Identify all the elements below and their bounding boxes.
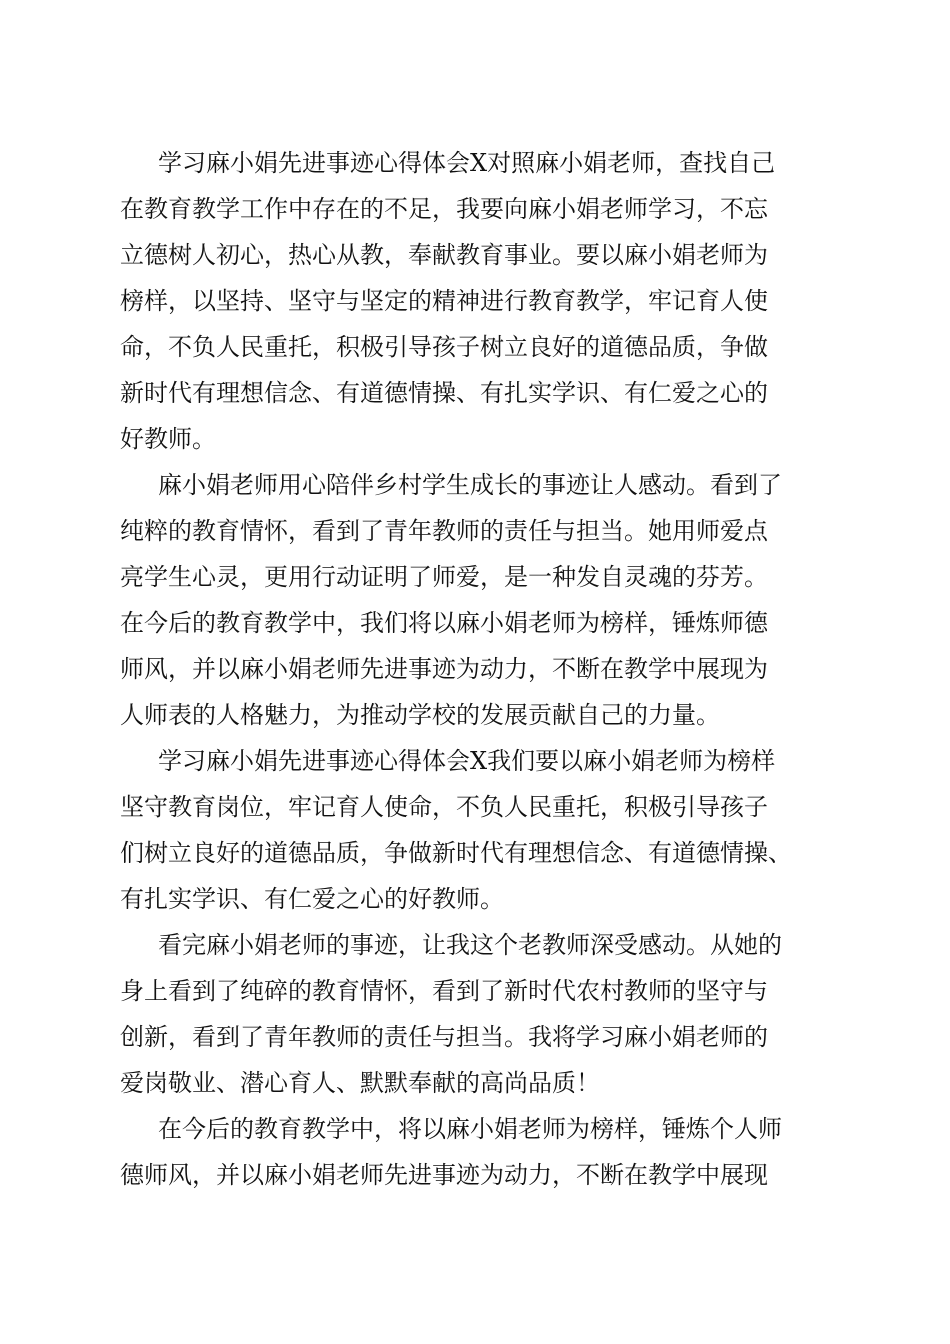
paragraph-2	[120, 462, 840, 738]
text-line: 身上看到了纯碎的教育情怀，看到了新时代农村教师的坚守与	[120, 977, 768, 1005]
text-line: 好教师。	[120, 425, 216, 453]
paragraph-4	[120, 922, 840, 1106]
text-line: 立德树人初心，热心从教，奉献教育事业。要以麻小娟老师为	[120, 241, 768, 269]
text-line: 看完麻小娟老师的事迹，让我这个老教师深受感动。从她的	[158, 931, 782, 959]
paragraph-5	[120, 1106, 840, 1198]
paragraph-1	[120, 140, 840, 462]
text-line: 麻小娟老师用心陪伴乡村学生成长的事迹让人感动。看到了	[158, 471, 782, 499]
text-line: 坚守教育岗位，牢记育人使命，不负人民重托，积极引导孩子	[120, 793, 768, 821]
text-line: 德师风，并以麻小娟老师先进事迹为动力，不断在教学中展现	[120, 1161, 768, 1189]
text-line: 人师表的人格魅力，为推动学校的发展贡献自己的力量。	[120, 701, 720, 729]
text-line: 创新，看到了青年教师的责任与担当。我将学习麻小娟老师的	[120, 1023, 768, 1051]
text-line: 榜样，以坚持、坚守与坚定的精神进行教育教学，牢记育人使	[120, 287, 768, 315]
text-line: 命，不负人民重托，积极引导孩子树立良好的道德品质，争做	[120, 333, 768, 361]
text-line: 有扎实学识、有仁爱之心的好教师。	[120, 885, 504, 913]
text-line: 学习麻小娟先进事迹心得体会X对照麻小娟老师，查找自己	[158, 149, 776, 177]
text-line: 师风，并以麻小娟老师先进事迹为动力，不断在教学中展现为	[120, 655, 768, 683]
text-line: 们树立良好的道德品质，争做新时代有理想信念、有道德情操、	[120, 839, 792, 867]
text-line: 亮学生心灵，更用行动证明了师爱，是一种发自灵魂的芬芳。	[120, 563, 768, 591]
paragraph-3	[120, 738, 840, 922]
text-line: 在今后的教育教学中，我们将以麻小娟老师为榜样，锤炼师德	[120, 609, 768, 637]
text-line: 在教育教学工作中存在的不足，我要向麻小娟老师学习，不忘	[120, 195, 768, 223]
text-line: 爱岗敬业、潜心育人、默默奉献的高尚品质！	[120, 1069, 600, 1097]
text-line: 纯粹的教育情怀，看到了青年教师的责任与担当。她用师爱点	[120, 517, 768, 545]
text-line: 新时代有理想信念、有道德情操、有扎实学识、有仁爱之心的	[120, 379, 768, 407]
text-line: 学习麻小娟先进事迹心得体会X我们要以麻小娟老师为榜样	[158, 747, 776, 775]
document-body	[120, 140, 840, 1198]
text-line: 在今后的教育教学中，将以麻小娟老师为榜样，锤炼个人师	[158, 1115, 782, 1143]
